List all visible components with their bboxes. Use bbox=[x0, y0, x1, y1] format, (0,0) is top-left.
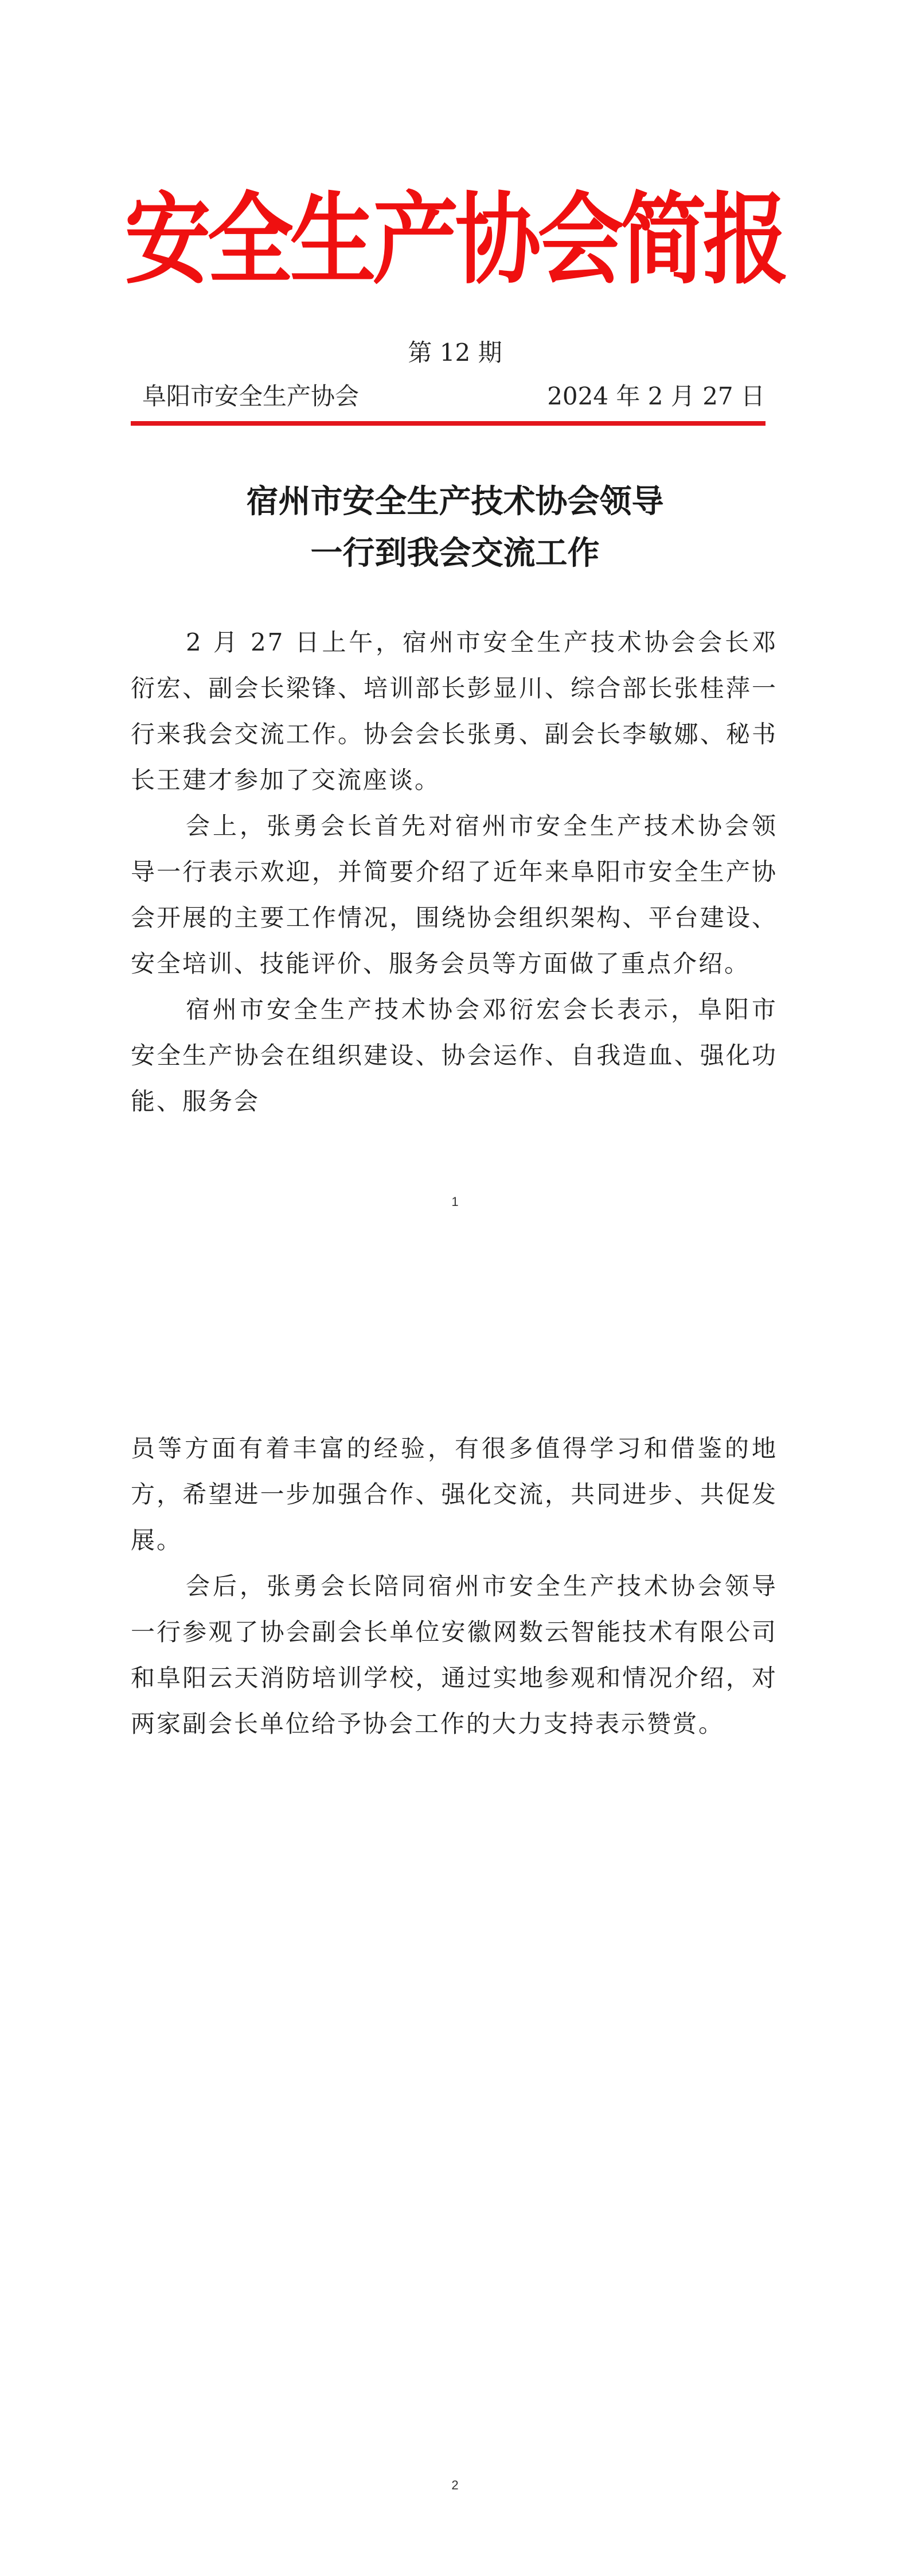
masthead-meta-row bbox=[142, 382, 765, 411]
paragraph: 会后，张勇会长陪同宿州市安全生产技术协会领导一行参观了协会副会长单位安徽网数云智能技术有限公司和阜阳云天消防培训学校，通过实地参观和情况介绍，对两家副会长单位给予协会工作的大力支持表示赞赏。 bbox=[131, 1572, 778, 1738]
article-body-page-2 bbox=[131, 1426, 778, 1747]
publish-date: 2024 年 2 月 27 日 bbox=[547, 382, 765, 410]
publisher-name: 阜阳市安全生产协会 bbox=[142, 382, 360, 410]
page-2 bbox=[0, 1288, 910, 2576]
paragraph-continued: 员等方面有着丰富的经验，有很多值得学习和借鉴的地方，希望进一步加强合作、强化交流，共同进步、共促发展。 bbox=[131, 1434, 778, 1554]
article-title-line-1: 宿州市安全生产技术协会领导 bbox=[246, 483, 664, 520]
issue-number: 第 12 期 bbox=[408, 338, 502, 367]
masthead-title: 安全生产协会简报 bbox=[124, 181, 786, 298]
paragraph: 宿州市安全生产技术协会邓衍宏会长表示，阜阳市安全生产协会在组织建设、协会运作、自我造血、强化功能、服务会 bbox=[131, 995, 778, 1115]
article-title bbox=[0, 476, 910, 579]
page-number: 1 bbox=[451, 1194, 459, 1209]
masthead-divider bbox=[131, 421, 766, 426]
page-number: 2 bbox=[451, 2478, 459, 2492]
paragraph: 会上，张勇会长首先对宿州市安全生产技术协会领导一行表示欢迎，并简要介绍了近年来阜阳市安全生产协会开展的主要工作情况，围绕协会组织架构、平台建设、安全培训、技能评价、服务会员等方面做了重点介绍。 bbox=[131, 812, 778, 978]
article-body-page-1 bbox=[131, 620, 778, 1124]
paragraph: 2 月 27 日上午，宿州市安全生产技术协会会长邓衍宏、副会长梁锋、培训部长彭显川、综合部长张桂萍一行来我会交流工作。协会会长张勇、副会长李敏娜、秘书长王建才参加了交流座谈。 bbox=[131, 628, 778, 794]
article-title-line-2: 一行到我会交流工作 bbox=[310, 535, 600, 572]
